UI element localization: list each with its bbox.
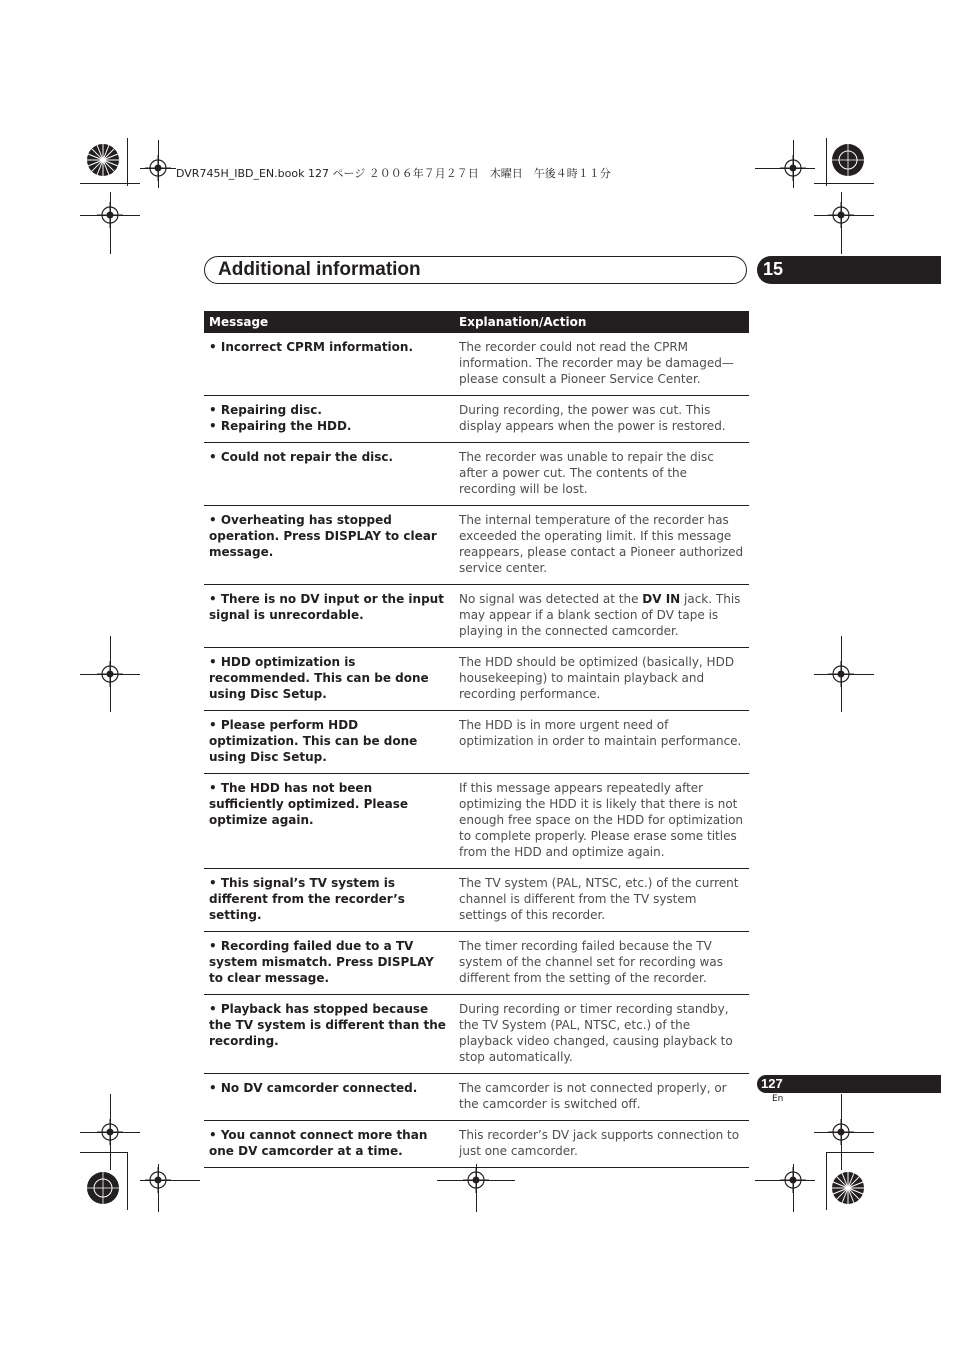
registration-mark-icon	[828, 661, 854, 687]
registration-mark-icon	[780, 155, 806, 181]
message-text: • Please perform HDD optimization. This can be done using Disc Setup.	[209, 718, 418, 764]
table-row	[204, 932, 749, 995]
message-text: • Repairing disc.	[209, 403, 322, 417]
message-text: • Could not repair the disc.	[209, 450, 394, 464]
registration-mark-icon	[145, 155, 171, 181]
message-text: • No DV camcorder connected.	[209, 1081, 418, 1095]
message-cell	[204, 585, 454, 648]
message-text: • There is no DV input or the input signal is unrecordable.	[209, 592, 444, 622]
message-cell	[204, 648, 454, 711]
message-text: • Playback has stopped because the TV system is different than the recording.	[209, 1002, 446, 1048]
message-cell	[204, 869, 454, 932]
star-target-icon	[86, 1171, 120, 1205]
registration-mark-icon	[780, 1167, 806, 1193]
dv-in-jack-label: DV IN	[642, 592, 681, 606]
registration-mark-icon	[828, 202, 854, 228]
message-cell	[204, 1074, 454, 1121]
message-cell	[204, 396, 454, 443]
explanation-cell: During recording or timer recording standby, the TV System (PAL, NTSC, etc.) of the playback video changed, causing playback to stop automatically.	[454, 995, 749, 1074]
message-text: • HDD optimization is recommended. This can be done using Disc Setup.	[209, 655, 429, 701]
table-row	[204, 774, 749, 869]
page-number: 127	[761, 1076, 783, 1091]
table-row	[204, 1121, 749, 1168]
explanation-cell: During recording, the power was cut. This display appears when the power is restored.	[454, 396, 749, 443]
registration-mark-icon	[97, 661, 123, 687]
column-header-explanation: Explanation/Action	[454, 311, 749, 333]
table-row	[204, 995, 749, 1074]
explanation-cell	[454, 585, 749, 648]
registration-mark-icon	[828, 1119, 854, 1145]
star-target-icon	[831, 1171, 865, 1205]
message-text: • Repairing the HDD.	[209, 419, 352, 433]
registration-mark-icon	[145, 1167, 171, 1193]
chapter-number: 15	[763, 259, 784, 279]
explanation-cell: If this message appears repeatedly after optimizing the HDD it is likely that there is not enough free space on the HDD for optimization to complete properly. Please erase some titles from the HDD and optimize again.	[454, 774, 749, 869]
message-text: • The HDD has not been sufficiently optimized. Please optimize again.	[209, 781, 409, 827]
explanation-cell: The camcorder is not connected properly, or the camcorder is switched off.	[454, 1074, 749, 1121]
table-row	[204, 711, 749, 774]
table-row	[204, 333, 749, 396]
message-table	[204, 311, 749, 1168]
message-cell	[204, 506, 454, 585]
language-code: En	[772, 1094, 784, 1104]
table-row	[204, 506, 749, 585]
column-header-message: Message	[204, 311, 454, 333]
explanation-cell: The recorder was unable to repair the disc after a power cut. The contents of the recording will be lost.	[454, 443, 749, 506]
message-cell	[204, 711, 454, 774]
table-row	[204, 396, 749, 443]
table-row	[204, 443, 749, 506]
explanation-cell: The HDD is in more urgent need of optimization in order to maintain performance.	[454, 711, 749, 774]
page-number-tab	[757, 1075, 941, 1093]
message-text: • Incorrect CPRM information.	[209, 340, 414, 354]
message-cell	[204, 774, 454, 869]
section-title-bar	[204, 256, 747, 284]
registration-mark-icon	[97, 202, 123, 228]
star-target-icon	[86, 143, 120, 177]
message-text: • This signal’s TV system is different from the recorder’s setting.	[209, 876, 405, 922]
registration-mark-icon	[463, 1167, 489, 1193]
message-text: • You cannot connect more than one DV camcorder at a time.	[209, 1128, 428, 1158]
chapter-tab	[757, 256, 941, 284]
explanation-text: jack. This may appear if a blank section of DV tape is playing in the connected camcorder.	[459, 592, 741, 638]
message-cell	[204, 443, 454, 506]
message-cell	[204, 932, 454, 995]
message-text: • Overheating has stopped operation. Press DISPLAY to clear message.	[209, 513, 437, 559]
table-row	[204, 1074, 749, 1121]
explanation-cell: The TV system (PAL, NTSC, etc.) of the current channel is different from the TV system settings of this recorder.	[454, 869, 749, 932]
message-cell	[204, 333, 454, 396]
explanation-cell: The internal temperature of the recorder has exceeded the operating limit. If this message reappears, please contact a Pioneer authorized service center.	[454, 506, 749, 585]
explanation-cell: The timer recording failed because the TV system of the channel set for recording was different from the setting of the recorder.	[454, 932, 749, 995]
table-row	[204, 585, 749, 648]
table-header-row	[204, 311, 749, 333]
table-row	[204, 648, 749, 711]
explanation-cell: The recorder could not read the CPRM information. The recorder may be damaged—please consult a Pioneer Service Center.	[454, 333, 749, 396]
registration-mark-icon	[97, 1119, 123, 1145]
book-file-line: DVR745H_IBD_EN.book 127 ページ ２００６年７月２７日 木曜日 午後４時１１分	[176, 167, 611, 180]
section-title: Additional information	[218, 259, 421, 280]
explanation-cell: This recorder’s DV jack supports connection to just one camcorder.	[454, 1121, 749, 1168]
explanation-text: No signal was detected at the	[459, 592, 643, 606]
table-row	[204, 869, 749, 932]
message-text: • Recording failed due to a TV system mismatch. Press DISPLAY to clear message.	[209, 939, 434, 985]
message-cell	[204, 1121, 454, 1168]
explanation-cell: The HDD should be optimized (basically, HDD housekeeping) to maintain playback and recording performance.	[454, 648, 749, 711]
star-target-icon	[831, 143, 865, 177]
message-cell	[204, 995, 454, 1074]
